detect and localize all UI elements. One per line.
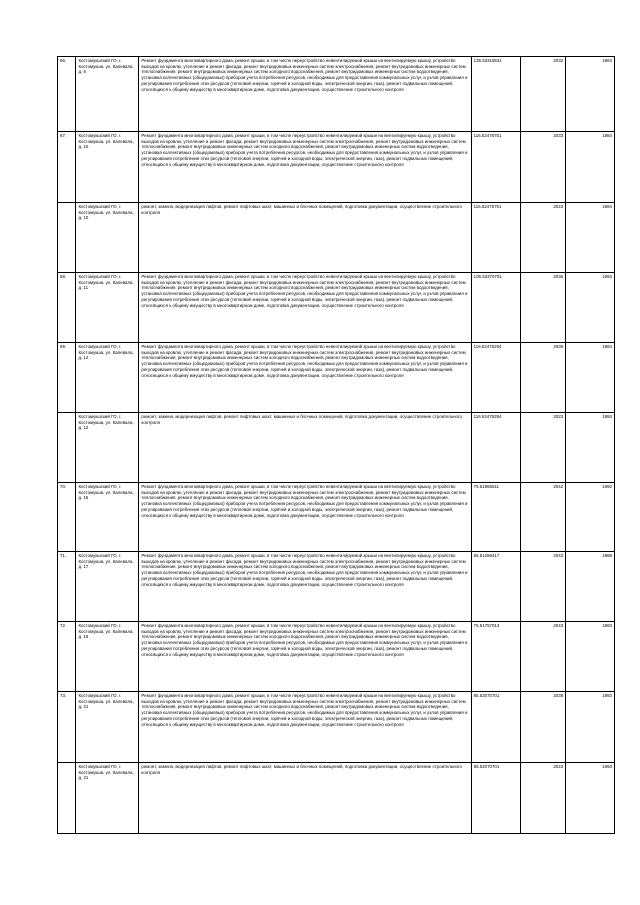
row-number: 71.	[58, 552, 76, 622]
works-cell: Ремонт фундамента многоквартирного дома, ремонт крыши, в том числе переустройство невентилируемой крыши на вентилируемую крышу, устройство выходов на кровлю, утепление и ремонт фасада, ремонт внутридомовых инженерных систем электроснабжения, ремонт внутридомовых инженерных систем теплоснабжения, ремонт внутридомовых инженерных систем холодного водоснабжения, ремонт внутридомовых инженерных систем водоотведения, установка коллективных (общедомовых) приборов учета потребления ресурсов, необходимых для предоставления коммунальных услуг, и узлов управления и регулирования потребления этих ресурсов (тепловой энергии, горячей и холодной воды, электрической энергии, газа), ремонт подвальных помещений, относящихся к общему имуществу в многоквартирном доме, подготовка документации, осуществление строительного контроля	[139, 622, 471, 692]
table-row	[58, 413, 615, 483]
planned-year-cell: 2038	[520, 343, 566, 413]
planned-year-cell: 2023	[520, 203, 566, 273]
planned-year-cell: 2043	[520, 552, 566, 622]
row-number	[58, 413, 76, 483]
cost-cell: 116.52476751	[471, 132, 520, 203]
address-cell: Костомукшский ГО, г. Костомукша, ул. Калевала, д. 21	[76, 692, 139, 763]
built-year-cell: 1992	[566, 483, 615, 552]
address-cell: Костомукшский ГО, г. Костомукша, ул. Калевала, д. 10	[76, 203, 139, 273]
cost-cell: 116.52476751	[471, 203, 520, 273]
repair-program-table	[57, 56, 615, 834]
address-cell: Костомукшский ГО, г. Костомукша, ул. Калевала, д. 21	[76, 763, 139, 834]
works-cell: Ремонт фундамента многоквартирного дома, ремонт крыши, в том числе переустройство невентилируемой крыши на вентилируемую крышу, устройство выходов на кровлю, утепление и ремонт фасада, ремонт внутридомовых инженерных систем электроснабжения, ремонт внутридомовых инженерных систем теплоснабжения, ремонт внутридомовых инженерных систем холодного водоснабжения, ремонт внутридомовых инженерных систем водоотведения, установка коллективных (общедомовых) приборов учета потребления ресурсов, необходимых для предоставления коммунальных услуг, и узлов управления и регулирования потребления этих ресурсов (тепловой энергии, горячей и холодной воды, электрической энергии, газа), ремонт подвальных помещений, относящихся к общему имуществу в многоквартирном доме, подготовка документации, осуществление строительного контроля	[139, 483, 471, 552]
cost-cell: 85.52070701	[471, 763, 520, 834]
address-cell: Костомукшский ГО, г. Костомукша, ул. Калевала, д. 11	[76, 273, 139, 343]
built-year-cell: 1984	[566, 57, 615, 132]
row-number: 67.	[58, 132, 76, 203]
table-row	[58, 132, 615, 203]
built-year-cell: 1993	[566, 763, 615, 834]
built-year-cell: 1984	[566, 132, 615, 203]
row-number: 69.	[58, 343, 76, 413]
table-row	[58, 273, 615, 343]
built-year-cell: 1993	[566, 273, 615, 343]
cost-cell: 116.52476294	[471, 413, 520, 483]
cost-cell: 116.52476294	[471, 343, 520, 413]
cost-cell: 65.51259417	[471, 552, 520, 622]
row-number	[58, 203, 76, 273]
built-year-cell: 1993	[566, 692, 615, 763]
works-cell: Ремонт фундамента многоквартирного дома, ремонт крыши, в том числе переустройство невентилируемой крыши на вентилируемую крышу, устройство выходов на кровлю, утепление и ремонт фасада, ремонт внутридомовых инженерных систем электроснабжения, ремонт внутридомовых инженерных систем теплоснабжения, ремонт внутридомовых инженерных систем холодного водоснабжения, ремонт внутридомовых инженерных систем водоотведения, установка коллективных (общедомовых) приборов учета потребления ресурсов, необходимых для предоставления коммунальных услуг, и узлов управления и регулирования потребления этих ресурсов (тепловой энергии, горячей и холодной воды, электрической энергии, газа), ремонт подвальных помещений, относящихся к общему имуществу в многоквартирном доме, подготовка документации, осуществление строительного контроля	[139, 57, 471, 132]
address-cell: Костомукшский ГО, г. Костомукша, ул. Калевала, д. 12	[76, 413, 139, 483]
cost-cell: 105.53370701	[471, 273, 520, 343]
planned-year-cell: 2032	[520, 57, 566, 132]
works-cell: Ремонт фундамента многоквартирного дома, ремонт крыши, в том числе переустройство невентилируемой крыши на вентилируемую крышу, устройство выходов на кровлю, утепление и ремонт фасада, ремонт внутридомовых инженерных систем электроснабжения, ремонт внутридомовых инженерных систем теплоснабжения, ремонт внутридомовых инженерных систем холодного водоснабжения, ремонт внутридомовых инженерных систем водоотведения, установка коллективных (общедомовых) приборов учета потребления ресурсов, необходимых для предоставления коммунальных услуг, и узлов управления и регулирования потребления этих ресурсов (тепловой энергии, горячей и холодной воды, электрической энергии, газа), ремонт подвальных помещений, относящихся к общему имуществу в многоквартирном доме, подготовка документации, осуществление строительного контроля	[139, 552, 471, 622]
planned-year-cell: 2023	[520, 413, 566, 483]
table-row	[58, 692, 615, 763]
works-cell: ремонт, замена, модернизация лифтов, ремонт лифтовых шахт, машинных и блочных помещений, подготовка документации, осуществление строительного контроля	[139, 203, 471, 273]
table-row	[58, 203, 615, 273]
address-cell: Костомукшский ГО, г. Костомукша, ул. Калевала, д. 19	[76, 622, 139, 692]
address-cell: Костомукшский ГО, г. Костомукша, ул. Калевала, д. 6	[76, 57, 139, 132]
works-cell: Ремонт фундамента многоквартирного дома, ремонт крыши, в том числе переустройство невентилируемой крыши на вентилируемую крышу, устройство выходов на кровлю, утепление и ремонт фасада, ремонт внутридомовых инженерных систем электроснабжения, ремонт внутридомовых инженерных систем теплоснабжения, ремонт внутридомовых инженерных систем холодного водоснабжения, ремонт внутридомовых инженерных систем водоотведения, установка коллективных (общедомовых) приборов учета потребления ресурсов, необходимых для предоставления коммунальных услуг, и узлов управления и регулирования потребления этих ресурсов (тепловой энергии, горячей и холодной воды, электрической энергии, газа), ремонт подвальных помещений, относящихся к общему имуществу в многоквартирном доме, подготовка документации, осуществление строительного контроля	[139, 273, 471, 343]
planned-year-cell: 2038	[520, 692, 566, 763]
works-cell: Ремонт фундамента многоквартирного дома, ремонт крыши, в том числе переустройство невентилируемой крыши на вентилируемую крышу, устройство выходов на кровлю, утепление и ремонт фасада, ремонт внутридомовых инженерных систем электроснабжения, ремонт внутридомовых инженерных систем теплоснабжения, ремонт внутридомовых инженерных систем холодного водоснабжения, ремонт внутридомовых инженерных систем водоотведения, установка коллективных (общедомовых) приборов учета потребления ресурсов, необходимых для предоставления коммунальных услуг, и узлов управления и регулирования потребления этих ресурсов (тепловой энергии, горячей и холодной воды, электрической энергии, газа), ремонт подвальных помещений, относящихся к общему имуществу в многоквартирном доме, подготовка документации, осуществление строительного контроля	[139, 132, 471, 203]
works-cell: ремонт, замена, модернизация лифтов, ремонт лифтовых шахт, машинных и блочных помещений, подготовка документации, осуществление строительного контроля	[139, 763, 471, 834]
row-number: 70.	[58, 483, 76, 552]
row-number: 66.	[58, 57, 76, 132]
row-number: 73.	[58, 692, 76, 763]
table-row	[58, 763, 615, 834]
row-number: 68.	[58, 273, 76, 343]
works-cell: Ремонт фундамента многоквартирного дома, ремонт крыши, в том числе переустройство невентилируемой крыши на вентилируемую крышу, устройство выходов на кровлю, утепление и ремонт фасада, ремонт внутридомовых инженерных систем электроснабжения, ремонт внутридомовых инженерных систем теплоснабжения, ремонт внутридомовых инженерных систем холодного водоснабжения, ремонт внутридомовых инженерных систем водоотведения, установка коллективных (общедомовых) приборов учета потребления ресурсов, необходимых для предоставления коммунальных услуг, и узлов управления и регулирования потребления этих ресурсов (тепловой энергии, горячей и холодной воды, электрической энергии, газа), ремонт подвальных помещений, относящихся к общему имуществу в многоквартирном доме, подготовка документации, осуществление строительного контроля	[139, 343, 471, 413]
planned-year-cell: 2036	[520, 273, 566, 343]
built-year-cell: 1984	[566, 343, 615, 413]
address-cell: Костомукшский ГО, г. Костомукша, ул. Калевала, д. 12	[76, 343, 139, 413]
built-year-cell: 1984	[566, 203, 615, 273]
table-row	[58, 622, 615, 692]
planned-year-cell: 2033	[520, 132, 566, 203]
table-row	[58, 57, 615, 132]
table-row	[58, 552, 615, 622]
table-body	[58, 57, 615, 834]
address-cell: Костомукшский ГО, г. Костомукша, ул. Калевала, д. 15	[76, 483, 139, 552]
works-cell: ремонт, замена, модернизация лифтов, ремонт лифтовых шахт, машинных и блочных помещений, подготовка документации, осуществление строительного контроля	[139, 413, 471, 483]
built-year-cell: 1988	[566, 552, 615, 622]
table-row	[58, 343, 615, 413]
cost-cell: 135.53316531	[471, 57, 520, 132]
table-row	[58, 483, 615, 552]
row-number	[58, 763, 76, 834]
address-cell: Костомукшский ГО, г. Костомукша, ул. Калевала, д. 17	[76, 552, 139, 622]
cost-cell: 85.52070701	[471, 692, 520, 763]
planned-year-cell: 2042	[520, 483, 566, 552]
cost-cell: 75.51866511	[471, 483, 520, 552]
cost-cell: 75.51757013	[471, 622, 520, 692]
planned-year-cell: 2023	[520, 763, 566, 834]
row-number: 72.	[58, 622, 76, 692]
works-cell: Ремонт фундамента многоквартирного дома, ремонт крыши, в том числе переустройство невентилируемой крыши на вентилируемую крышу, устройство выходов на кровлю, утепление и ремонт фасада, ремонт внутридомовых инженерных систем электроснабжения, ремонт внутридомовых инженерных систем теплоснабжения, ремонт внутридомовых инженерных систем холодного водоснабжения, ремонт внутридомовых инженерных систем водоотведения, установка коллективных (общедомовых) приборов учета потребления ресурсов, необходимых для предоставления коммунальных услуг, и узлов управления и регулирования потребления этих ресурсов (тепловой энергии, горячей и холодной воды, электрической энергии, газа), ремонт подвальных помещений, относящихся к общему имуществу в многоквартирном доме, подготовка документации, осуществление строительного контроля	[139, 692, 471, 763]
built-year-cell: 1984	[566, 413, 615, 483]
planned-year-cell: 2043	[520, 622, 566, 692]
built-year-cell: 1983	[566, 622, 615, 692]
address-cell: Костомукшский ГО, г. Костомукша, ул. Калевала, д. 10	[76, 132, 139, 203]
